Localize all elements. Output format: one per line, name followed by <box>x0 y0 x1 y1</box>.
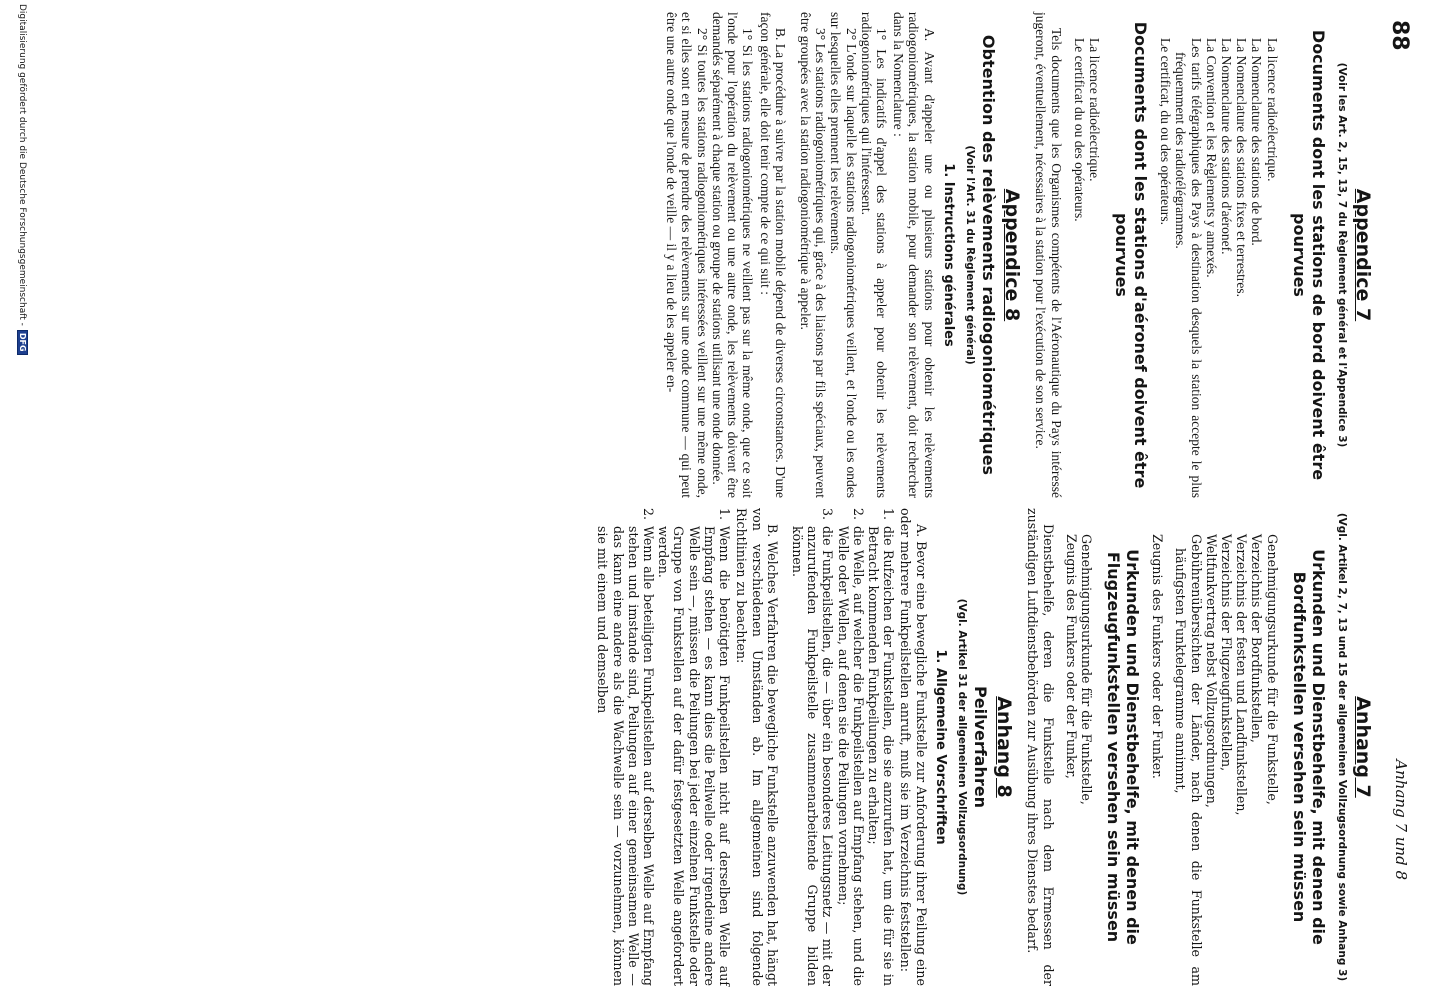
footer-text: Digitalisierung gefördert durch die Deutsche Forschungsgemeinschaft - <box>17 4 28 326</box>
list-item: Zeugnis des Funkers oder der Funker, <box>1063 534 1079 779</box>
aircraft-documents-heading-de: Urkunden und Dienstbehelfe, mit denen die Flugzeugfunkstellen versehen sein müssen <box>1103 549 1142 945</box>
item-text: Wenn alle beteiligten Funkpeilstellen auf derselben Welle auf Empfang stehen und imstande sind, Peilungen auf einer gemeinsamen Welle — das kann eine andere als die Wachwelle sein — vorzunehmen, können sie mit einem und demselben <box>595 526 657 986</box>
list-item: Le certificat, du ou des opérateurs. <box>1158 38 1174 226</box>
list-item: Zeugnis des Funkers oder der Funker. <box>1150 534 1166 779</box>
item-number: 1. <box>881 508 897 521</box>
list-item: La Convention et les Règlements y annexés. <box>1203 38 1219 278</box>
paragraph-a3-fr: 3° Les stations radiogoniométriques qui, grâce à des liaisons par fils spéciaux, peuvent être groupées avec la station radiogoniométrique à appeler. <box>797 12 829 498</box>
item-text: Wenn die benötigten Funkpeilstellen nicht auf derselben Welle auf Empfang stehen — es kann dies die Peilwelle oder irgendeine andere Welle sein —, müssen die Peilungen bei jeder einzelnen Funkstelle oder Gruppe von Funkstellen auf der dafür festgesetzten Welle angefordert werden. <box>656 526 733 986</box>
list-item: Le certificat du ou des opérateurs. <box>1071 38 1087 222</box>
appendix-7-reference-de: (Vgl. Artikel 2, 7, 13 und 15 der allgemeinen Vollzugsordnung sowie Anhang 3) <box>1335 512 1348 982</box>
list-item: Genehmigungsurkunde für die Funkstelle, <box>1264 534 1280 805</box>
item-text: die Rufzeichen der Funkstellen, die sie anzurufen hat, um die für sie in Betracht kommenden Funkpeilungen zu erhalten; <box>865 526 897 986</box>
french-column <box>664 12 1372 498</box>
appendix-7-document-list-de <box>1173 508 1279 986</box>
appendix-8-title-de: Anhang 8 <box>993 696 1016 798</box>
list-item: Weltfunkvertrag nebst Vollzugsordnungen, <box>1203 534 1219 808</box>
numbered-item <box>835 508 865 986</box>
numbered-item <box>656 508 732 986</box>
list-item: La Nomenclature des stations fixes et terrestres. <box>1234 38 1250 298</box>
paragraph-a1-fr: 1° Les indicatifs d'appel des stations à appeler pour obtenir les relèvements radiogoniométriques qui l'intéressent. <box>858 12 889 498</box>
appendix-8-reference-de: (Vgl. Artikel 31 der allgemeinen Vollzugsordnung) <box>955 598 968 896</box>
list-item: La Nomenclature des stations de bord. <box>1249 38 1265 246</box>
appendix-7-title-fr: Appendice 7 <box>1352 188 1374 322</box>
list-item: Verzeichnis der festen und Landfunkstellen, <box>1234 534 1250 816</box>
paragraph-a-de: A. Bevor eine bewegliche Funkstelle zur Anforderung ihrer Peilung eine oder mehrere Funkpeilstellen anruft, muß sie im Verzeichnis feststellen: <box>898 508 929 986</box>
numbered-item <box>790 508 836 986</box>
running-head: Anhang 7 und 8 <box>1392 759 1410 880</box>
item-number: 1. <box>717 508 733 521</box>
list-item: La licence radioélectrique. <box>1086 38 1102 182</box>
instructions-subtitle-de: 1. Allgemeine Vorschriften <box>932 649 948 845</box>
instructions-subtitle-fr: 1. Instructions générales <box>940 163 956 347</box>
list-item: La licence radioélectrique. <box>1264 38 1280 182</box>
paragraph-b1-fr: 1° Si les stations radiogoniométriques ne veillent pas sur la même onde, que ce soit l'onde pour l'opération du relèvement ou une autre onde, les relèvements doivent être demandés séparément à chaque station ou groupe de stations utilisant une onde donnée. <box>709 12 756 498</box>
appendix-7-heading-fr: Documents dont les stations de bord doivent être pourvues <box>1289 29 1328 481</box>
list-item: Gebührenübersichten der Länder, nach denen die Funkstelle am häufigsten Funktelegramme annimmt, <box>1173 534 1204 986</box>
appendix-8-heading-de: Peilverfahren <box>970 686 990 808</box>
paragraph-a-fr: A. Avant d'appeler une ou plusieurs stations pour obtenir les relèvements radiogoniométriques, la station mobile, pour demander son relèvement, doit rechercher dans la Nomenclature : <box>891 12 937 498</box>
paragraph-b-fr: B. La procédure à suivre par la station mobile dépend de diverses circonstances. D'une façon générale, elle doit tenir compte de ce qui suit : <box>757 12 788 498</box>
item-text: die Welle, auf welcher die Funkpeilstellen auf Empfang stehen, und die Welle oder Wellen, auf denen sie die Peilungen vornehmen; <box>835 526 866 986</box>
appendix-7-title-de: Anhang 7 <box>1352 696 1374 798</box>
item-number: 2. <box>850 508 866 521</box>
aircraft-documents-paragraph-fr: Tels documents que les Organismes compétents de l'Aéronautique du Pays intéressé jugeront, éventuellement, nécessaires à la station pour l'exécution de son service. <box>1033 12 1064 498</box>
numbered-item <box>866 508 896 986</box>
operator-certificate-de <box>1150 508 1165 986</box>
list-item: Verzeichnis der Bordfunkstellen, <box>1249 534 1265 743</box>
numbered-item <box>595 508 656 986</box>
aircraft-document-list-de <box>1064 508 1094 986</box>
aircraft-document-list-fr <box>1072 12 1102 498</box>
paragraph-a2-fr: 2° L'onde sur laquelle les stations radiogoniométriques veillent, et l'onde ou les ondes sur lesquelles elles prennent les relèvements. <box>828 12 859 498</box>
item-number: 3. <box>820 508 836 521</box>
paragraph-b-de: B. Welches Verfahren die bewegliche Funkstelle anzuwenden hat, hängt von verschiedenen Umständen ab. Im allgemeinen sind folgende Richtlinien zu beachten: <box>734 508 780 987</box>
item-text: die Funkpeilstellen, die — über ein besonderes Leitungsnetz — mit der anzurufenden Funkpeilstelle zusammenarbeitende Gruppe bilden können. <box>789 526 836 986</box>
digitization-footer <box>17 4 28 355</box>
list-item: Les tarifs télégraphiques des Pays à destination desquels la station accepte le plus fréquemment des radiotélégrammes. <box>1173 38 1204 498</box>
list-item: Verzeichnis der Flugzeugfunkstellen, <box>1218 534 1234 772</box>
german-column <box>595 508 1372 986</box>
dfg-logo: DFG <box>17 330 28 355</box>
appendix-7-document-list-fr <box>1158 12 1280 498</box>
appendix-8-reference-fr: (Voir l'Art. 31 du Règlement général) <box>963 145 976 365</box>
appendix-7-reference-fr: (Voir les Art. 2, 15, 13, 7 du Règlement général et l'Appendice 3) <box>1335 62 1348 448</box>
appendix-8-heading-fr: Obtention des relèvements radiogoniométriques <box>978 34 998 476</box>
aircraft-documents-heading-fr: Documents dont les stations d'aéronef doivent être pourvues <box>1111 21 1150 489</box>
list-item: Genehmigungsurkunde für die Funkstelle, <box>1078 534 1094 805</box>
appendix-8-title-fr: Appendice 8 <box>1001 188 1024 322</box>
page-number: 88 <box>1387 20 1412 51</box>
appendix-7-heading-de: Urkunden und Dienstbehelfe, mit denen die Bordfunkstellen versehen sein müssen <box>1289 549 1328 945</box>
item-number: 2. <box>641 508 657 521</box>
list-item: La Nomenclature des stations d'aéronef. <box>1218 38 1234 255</box>
aircraft-documents-paragraph-de: Dienstbehelfe, deren die Funkstelle nach dem Ermessen der zuständigen Luftdienstbehörden zur Ausübung ihres Dienstes bedarf. <box>1025 508 1056 986</box>
paragraph-b2-fr: 2° Si toutes les stations radiogoniométriques intéressées veillent sur une même onde, et si elles sont en mesure de prendre des relèvements sur une onde commune — qui peut être une autre onde que l'onde de veille — il y a lieu de les appeler en- <box>664 12 710 498</box>
